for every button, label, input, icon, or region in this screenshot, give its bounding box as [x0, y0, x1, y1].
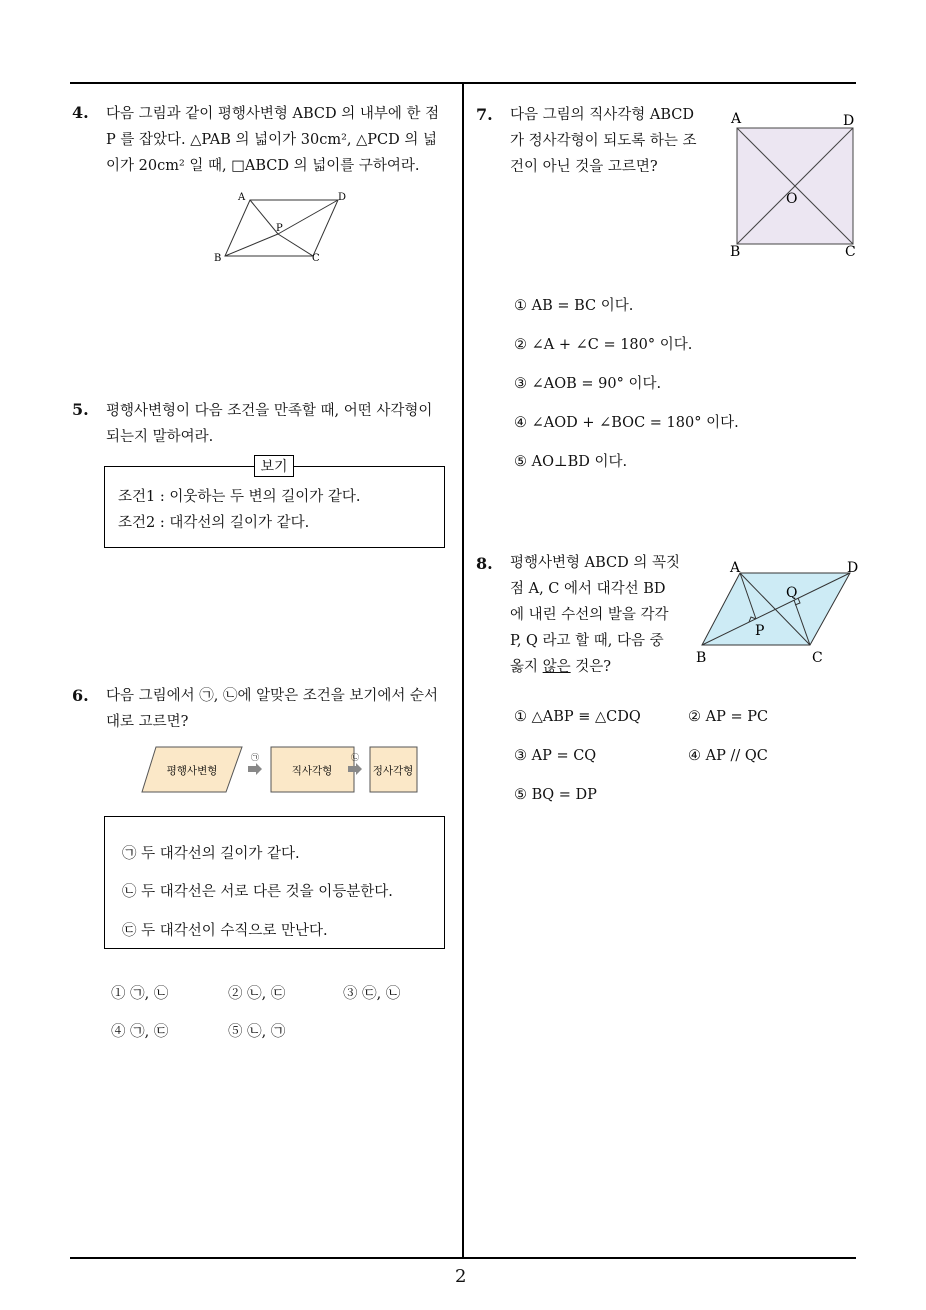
q8-parallelogram-figure — [692, 556, 864, 668]
q6-line1: 다음 그림에서 ㉠, ㉡에 알맞은 조건을 보기에서 순서 — [106, 688, 439, 704]
q4-label-P: P — [276, 223, 283, 234]
q8-label-Q: Q — [786, 585, 798, 601]
q7-label-O: O — [786, 191, 798, 207]
q5-line1: 평행사변형이 다음 조건을 만족할 때, 어떤 사각형이 — [106, 403, 433, 419]
q5-cond2: 조건2 : 대각선의 길이가 같다. — [118, 515, 310, 531]
q4-line2: P 를 잡았다. △PAB 의 넓이가 30cm², △PCD 의 넓 — [106, 132, 437, 148]
q7-label-B: B — [730, 244, 741, 260]
q6-option-3[interactable]: ③ ㉢, ㉡ — [343, 986, 401, 1002]
q8-label-C: C — [812, 650, 823, 666]
q5-line2: 되는지 말하여라. — [106, 429, 214, 445]
q4-label-A: A — [238, 192, 246, 203]
q6-option-5[interactable]: ⑤ ㉡, ㉠ — [228, 1024, 286, 1040]
q7-line1: 다음 그림의 직사각형 ABCD — [510, 107, 695, 123]
q7-number: 7. — [476, 105, 493, 124]
q8-option-3[interactable]: ③ AP = CQ — [514, 748, 597, 764]
q5-text — [106, 398, 458, 450]
q6-option-4[interactable]: ④ ㉠, ㉢ — [111, 1024, 169, 1040]
q6-flow-square: 정사각형 — [372, 765, 414, 777]
q4-line1: 다음 그림과 같이 평행사변형 ABCD 의 내부에 한 점 — [106, 106, 440, 122]
q4-label-D: D — [338, 192, 347, 203]
q4-number: 4. — [72, 103, 89, 122]
q6-line2: 대로 고르면? — [106, 714, 189, 730]
q7-label-C: C — [845, 244, 856, 260]
q4-text — [106, 101, 458, 179]
q8-line3: 에 내린 수선의 발을 각각 — [510, 607, 669, 623]
q4-line3: 이가 20cm² 일 때, □ABCD 의 넓이를 구하여라. — [106, 158, 420, 174]
q8-option-4[interactable]: ④ AP // QC — [688, 748, 768, 764]
q8-line5-c: 것은? — [570, 659, 612, 675]
q7-option-4[interactable]: ④ ∠AOD + ∠BOC = 180° 이다. — [514, 415, 739, 431]
q4-label-B: B — [214, 253, 222, 264]
q8-line1: 평행사변형 ABCD 의 꼭짓 — [510, 555, 680, 571]
q4-label-C: C — [312, 253, 320, 264]
q5-box-title: 보기 — [254, 455, 294, 477]
q8-line5-a: 옳지 — [510, 659, 543, 675]
q6-box-item2: ㉡ 두 대각선은 서로 다른 것을 이등분한다. — [122, 884, 393, 900]
q7-rectangle-figure — [722, 106, 868, 264]
q5-condition-box — [104, 466, 445, 548]
q6-flow-rectangle: 직사각형 — [291, 765, 333, 777]
q6-flow-mark2: ㉡ — [351, 753, 359, 762]
q7-line2: 가 정사각형이 되도록 하는 조 — [510, 133, 697, 149]
q8-option-2[interactable]: ② AP = PC — [688, 709, 769, 725]
q8-label-D: D — [847, 560, 859, 576]
q7-option-1[interactable]: ① AB = BC 이다. — [514, 298, 634, 314]
q6-flow-parallelogram: 평행사변형 — [166, 765, 218, 777]
q8-line2: 점 A, C 에서 대각선 BD — [510, 581, 666, 597]
q8-number: 8. — [476, 554, 493, 573]
q7-text — [510, 102, 720, 180]
q6-flow-mark1: ㉠ — [251, 753, 259, 762]
q6-flow-diagram — [140, 744, 430, 796]
q4-parallelogram-figure — [205, 188, 355, 268]
q6-text — [106, 683, 458, 735]
q6-box-item3: ㉢ 두 대각선이 수직으로 만난다. — [122, 923, 328, 939]
page-number: 2 — [455, 1266, 467, 1287]
column-divider — [462, 82, 464, 1258]
q8-underlined-word: 않은 — [542, 659, 571, 675]
q7-line3: 건이 아닌 것을 고르면? — [510, 159, 658, 175]
q6-option-1[interactable]: ① ㉠, ㉡ — [111, 986, 169, 1002]
q8-option-5[interactable]: ⑤ BQ = DP — [514, 787, 597, 803]
q8-label-A: A — [730, 560, 741, 576]
q8-text — [510, 550, 690, 680]
q6-box-item1: ㉠ 두 대각선의 길이가 같다. — [122, 846, 300, 862]
q8-line5 — [510, 654, 690, 680]
q7-option-3[interactable]: ③ ∠AOB = 90° 이다. — [514, 376, 662, 392]
q6-number: 6. — [72, 686, 89, 705]
q5-number: 5. — [72, 400, 89, 419]
q7-label-A: A — [731, 111, 742, 127]
q6-option-2[interactable]: ② ㉡, ㉢ — [228, 986, 286, 1002]
q7-option-2[interactable]: ② ∠A + ∠C = 180° 이다. — [514, 337, 693, 353]
q8-line4: P, Q 라고 할 때, 다음 중 — [510, 633, 664, 649]
q8-label-P: P — [755, 623, 765, 639]
q5-cond1: 조건1 : 이웃하는 두 변의 길이가 같다. — [118, 489, 361, 505]
q8-label-B: B — [696, 650, 707, 666]
q7-label-D: D — [843, 113, 855, 129]
q7-option-5[interactable]: ⑤ AO⊥BD 이다. — [514, 454, 628, 470]
q8-option-1[interactable]: ① △ABP ≡ △CDQ — [514, 709, 641, 725]
